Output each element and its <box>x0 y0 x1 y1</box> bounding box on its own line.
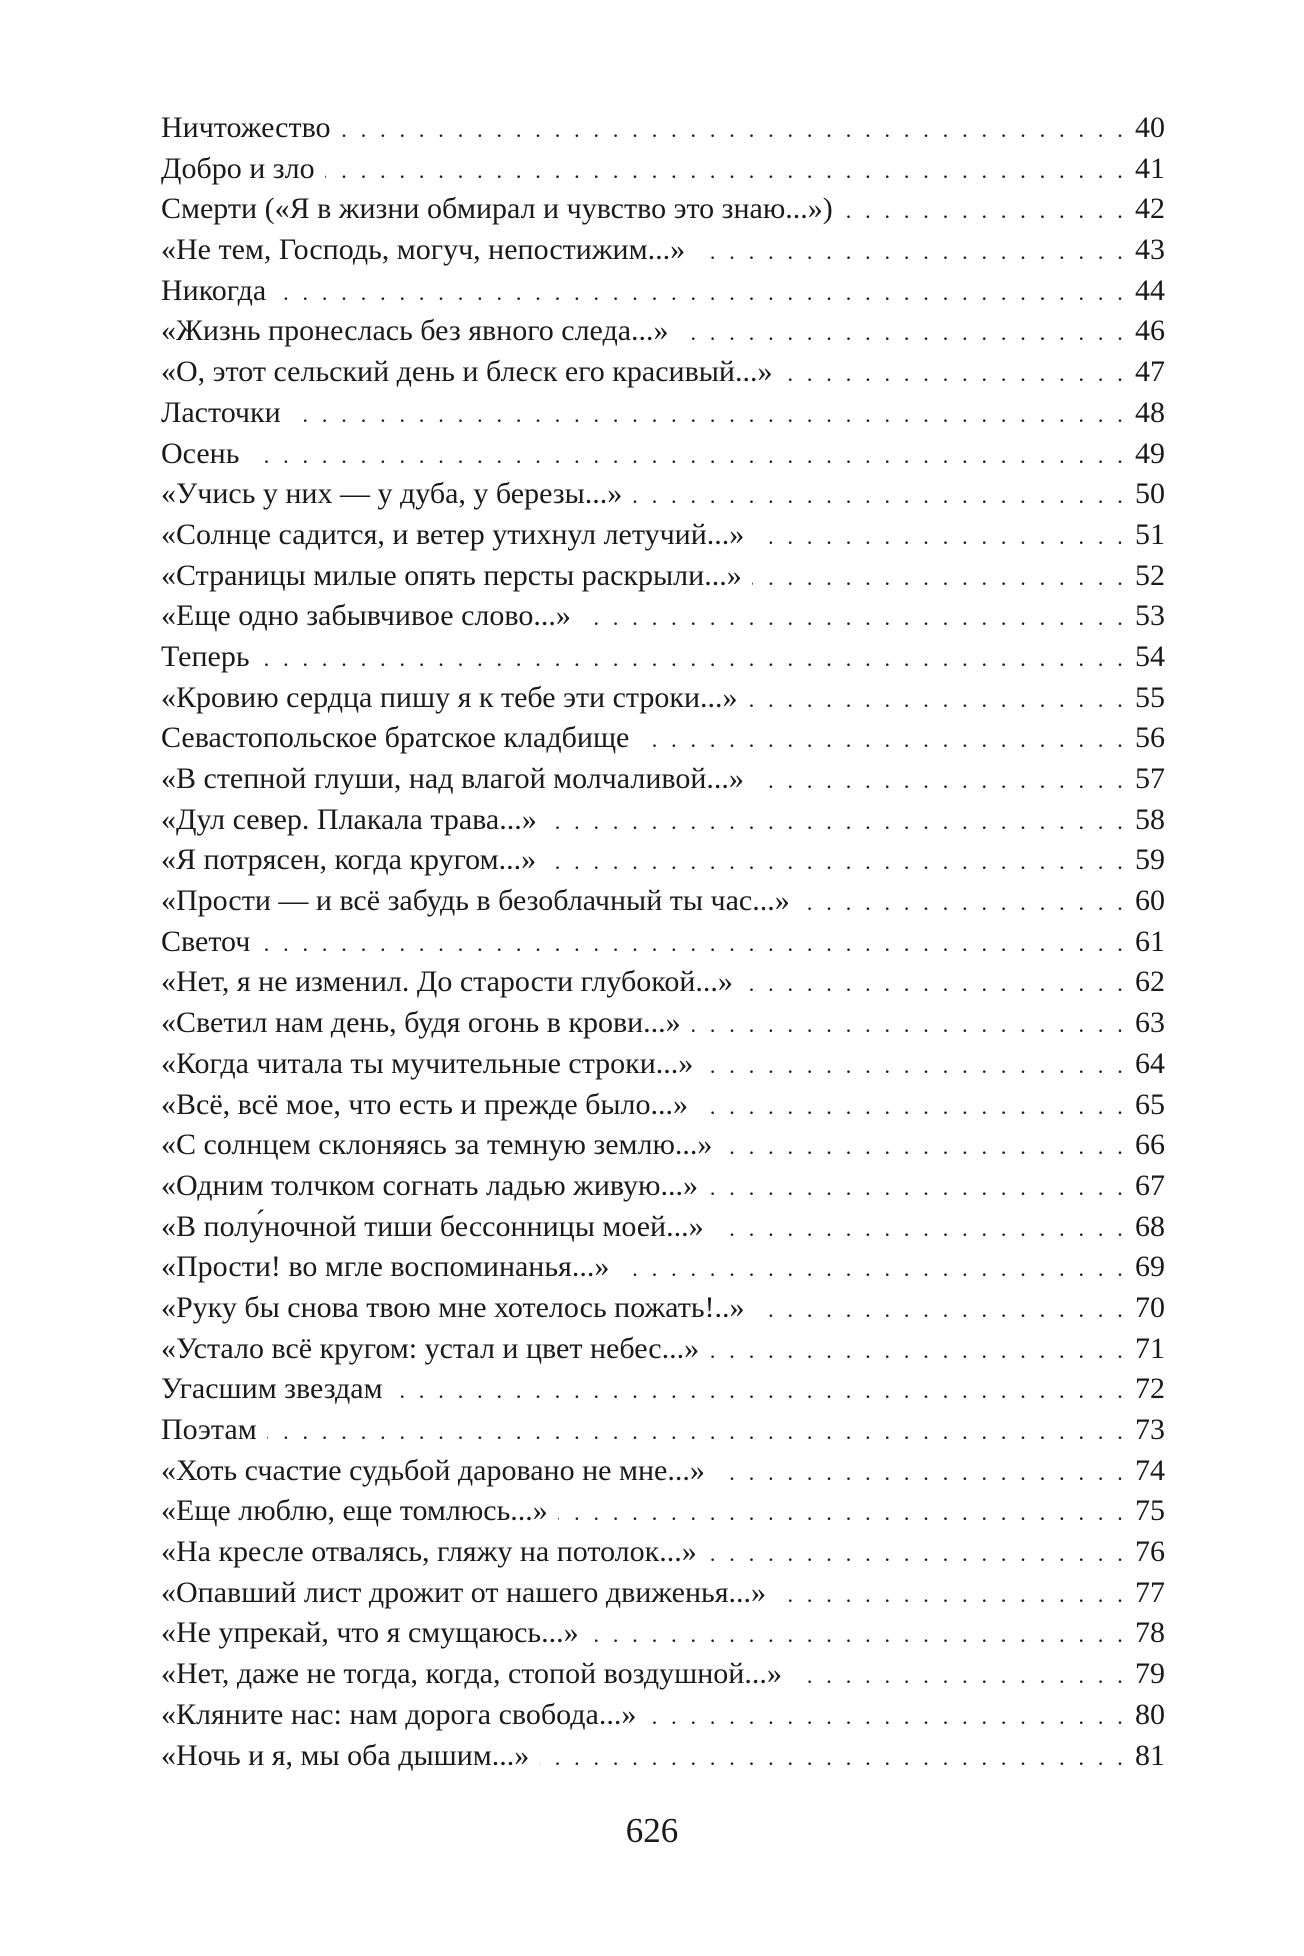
dot-leader <box>792 1656 1127 1697</box>
toc-entry-title: «Хоть счастие судьбой даровано не мне...» <box>161 1453 705 1487</box>
toc-entry-title: «Прости — и всё забудь в безоблачный ты час...» <box>161 884 790 918</box>
dot-leader <box>782 354 1127 395</box>
toc-entry <box>161 1695 1165 1736</box>
toc-entry <box>161 1125 1165 1166</box>
toc-entry-page: 64 <box>1135 1046 1165 1080</box>
toc-entry-page: 56 <box>1135 721 1165 755</box>
dot-leader <box>703 1046 1127 1087</box>
toc-entry-title: Смерти («Я в жизни обмирал и чувство это знаю...») <box>161 192 833 226</box>
dot-leader <box>267 1412 1127 1453</box>
toc-entry-title: «Устало всё кругом: устал и цвет небес...» <box>161 1331 700 1365</box>
toc-entry-title: Угасшим звездам <box>161 1372 383 1406</box>
toc-entry <box>161 1166 1165 1207</box>
dot-leader <box>260 639 1127 680</box>
toc-entry-title: Севастопольское братское кладбище <box>161 721 630 755</box>
toc-entry <box>161 1613 1165 1654</box>
toc-entry-title: «Дул север. Плакала трава...» <box>161 802 537 836</box>
toc-entry-title: «Нет, я не изменил. До старости глубокой...» <box>161 965 733 999</box>
dot-leader <box>714 1209 1127 1250</box>
toc-entry-page: 81 <box>1135 1738 1165 1772</box>
toc-entry <box>161 230 1165 271</box>
toc-entry-page: 54 <box>1135 639 1165 673</box>
dot-leader <box>260 924 1127 965</box>
table-of-contents <box>161 108 1165 1776</box>
toc-entry-title: «Всё, всё мое, что есть и прежде было...» <box>161 1087 689 1121</box>
toc-entry-title: Поэтам <box>161 1413 257 1446</box>
toc-entry-page: 79 <box>1135 1657 1165 1691</box>
toc-entry-page: 69 <box>1135 1250 1165 1284</box>
toc-entry-page: 49 <box>1135 436 1165 470</box>
toc-entry-title: «Еще люблю, еще томлюсь...» <box>161 1494 548 1528</box>
dot-leader <box>748 680 1127 721</box>
dot-leader <box>755 1290 1127 1331</box>
dot-leader <box>695 232 1127 273</box>
toc-entry-page: 52 <box>1135 558 1165 592</box>
toc-entry-title: «В полу́ночной тиши бессонницы моей...» <box>161 1209 704 1243</box>
toc-entry <box>161 352 1165 393</box>
toc-entry <box>161 1288 1165 1329</box>
dot-leader <box>632 476 1127 517</box>
dot-leader <box>776 1575 1127 1616</box>
toc-entry <box>161 1491 1165 1532</box>
toc-entry-page: 74 <box>1135 1453 1165 1487</box>
dot-leader <box>754 761 1127 802</box>
toc-entry-page: 67 <box>1135 1168 1165 1202</box>
dot-leader <box>341 110 1127 151</box>
toc-entry-page: 47 <box>1135 355 1165 389</box>
toc-entry <box>161 1573 1165 1614</box>
toc-entry-title: «Не тем, Господь, могуч, непостижим...» <box>161 233 686 267</box>
dot-leader <box>843 191 1127 232</box>
toc-entry-title: «Страницы милые опять персты раскрыли...» <box>161 558 742 592</box>
toc-entry-page: 43 <box>1135 233 1165 267</box>
toc-entry <box>161 840 1165 881</box>
dot-leader <box>743 964 1127 1005</box>
toc-entry-title: Ласточки <box>161 395 281 429</box>
toc-entry-title: «Прости! во мгле воспоминанья...» <box>161 1250 610 1284</box>
toc-entry <box>161 1329 1165 1370</box>
dot-leader <box>249 436 1127 477</box>
toc-entry-page: 53 <box>1135 599 1165 633</box>
toc-entry-page: 48 <box>1135 395 1165 429</box>
dot-leader <box>639 720 1127 761</box>
toc-entry <box>161 596 1165 637</box>
toc-entry-title: «Нет, даже не тогда, когда, стопой воздушной...» <box>161 1657 782 1691</box>
dot-leader <box>546 842 1127 883</box>
toc-entry-title: «Когда читала ты мучительные строки...» <box>161 1046 694 1080</box>
toc-entry <box>161 393 1165 434</box>
toc-entry <box>161 637 1165 678</box>
toc-entry-page: 55 <box>1135 680 1165 714</box>
toc-entry <box>161 718 1165 759</box>
toc-entry <box>161 678 1165 719</box>
toc-entry <box>161 962 1165 1003</box>
toc-entry <box>161 1736 1165 1777</box>
dot-leader <box>393 1371 1127 1412</box>
toc-entry-title: «На кресле отвалясь, гляжу на потолок...» <box>161 1535 697 1569</box>
toc-entry-title: «Кляните нас: нам дорога свобода...» <box>161 1697 637 1731</box>
toc-entry-title: «Жизнь пронеслась без явного следа...» <box>161 314 669 348</box>
toc-entry <box>161 759 1165 800</box>
toc-entry-title: «Руку бы снова твою мне хотелось пожать!..» <box>161 1290 745 1324</box>
toc-entry <box>161 1247 1165 1288</box>
toc-entry-page: 62 <box>1135 965 1165 999</box>
toc-entry-page: 59 <box>1135 843 1165 877</box>
dot-leader <box>698 1087 1127 1128</box>
toc-entry-title: Добро и зло <box>161 151 315 185</box>
dot-leader <box>558 1493 1127 1534</box>
toc-entry-page: 60 <box>1135 884 1165 918</box>
toc-entry-title: «Опавший лист дрожит от нашего движенья...» <box>161 1575 766 1609</box>
toc-entry-page: 51 <box>1135 517 1165 551</box>
toc-entry <box>161 556 1165 597</box>
toc-entry <box>161 271 1165 312</box>
toc-entry-title: «Я потрясен, когда кругом...» <box>161 843 537 877</box>
toc-entry-page: 65 <box>1135 1087 1165 1121</box>
dot-leader <box>276 273 1127 314</box>
toc-entry-page: 76 <box>1135 1535 1165 1569</box>
dot-leader <box>619 1249 1127 1290</box>
toc-entry-title: Ничтожество <box>161 111 331 144</box>
toc-entry-page: 71 <box>1135 1331 1165 1365</box>
toc-entry-page: 58 <box>1135 802 1165 836</box>
toc-entry-page: 44 <box>1135 273 1165 307</box>
dot-leader <box>325 151 1127 192</box>
toc-entry <box>161 1044 1165 1085</box>
toc-entry <box>161 1410 1165 1451</box>
dot-leader <box>800 883 1127 924</box>
toc-entry-page: 66 <box>1135 1128 1165 1162</box>
toc-entry <box>161 311 1165 352</box>
dot-leader <box>752 558 1127 599</box>
toc-entry <box>161 474 1165 515</box>
toc-entry <box>161 1003 1165 1044</box>
toc-entry-title: «Одним толчком согнать ладью живую...» <box>161 1168 698 1202</box>
toc-entry-page: 40 <box>1135 111 1165 144</box>
dot-leader <box>291 395 1127 436</box>
toc-entry-page: 68 <box>1135 1209 1165 1243</box>
toc-entry-title: «Солнце садится, и ветер утихнул летучий...» <box>161 517 745 551</box>
toc-entry-page: 78 <box>1135 1616 1165 1650</box>
toc-entry-title: «Ночь и я, мы оба дышим...» <box>161 1738 530 1772</box>
toc-entry <box>161 149 1165 190</box>
toc-entry-title: «Не упрекай, что я смущаюсь...» <box>161 1616 579 1650</box>
toc-entry-title: Светоч <box>161 924 251 958</box>
dot-leader <box>589 1615 1127 1656</box>
toc-entry <box>161 515 1165 556</box>
toc-entry-page: 73 <box>1135 1413 1165 1446</box>
toc-entry-title: «Еще одно забывчивое слово...» <box>161 599 571 633</box>
dot-leader <box>691 1005 1127 1046</box>
toc-entry <box>161 189 1165 230</box>
page-number: 626 <box>625 1811 679 1850</box>
dot-leader <box>646 1697 1127 1738</box>
toc-entry-title: Осень <box>161 436 240 470</box>
toc-entry <box>161 1532 1165 1573</box>
toc-entry-page: 61 <box>1135 924 1165 958</box>
dot-leader <box>547 802 1127 843</box>
toc-entry-page: 70 <box>1135 1290 1165 1324</box>
toc-entry-title: «Учись у них — у дуба, у березы...» <box>161 477 623 511</box>
dot-leader <box>708 1168 1127 1209</box>
toc-entry-title: «Светил нам день, будя огонь в крови...» <box>161 1006 681 1040</box>
dot-leader <box>754 517 1127 558</box>
toc-entry-page: 46 <box>1135 314 1165 348</box>
toc-entry <box>161 1451 1165 1492</box>
toc-entry-page: 72 <box>1135 1372 1165 1406</box>
toc-entry-title: «В степной глуши, над влагой молчаливой...» <box>161 762 744 795</box>
toc-entry-page: 77 <box>1135 1575 1165 1609</box>
dot-leader <box>709 1331 1127 1372</box>
toc-entry <box>161 922 1165 963</box>
toc-entry-page: 50 <box>1135 477 1165 511</box>
toc-entry-page: 42 <box>1135 192 1165 226</box>
dot-leader <box>722 1127 1127 1168</box>
toc-entry <box>161 1085 1165 1126</box>
toc-entry-title: Теперь <box>161 639 250 673</box>
toc-entry-title: «С солнцем склоняясь за темную землю...» <box>161 1128 713 1162</box>
toc-entry-page: 75 <box>1135 1494 1165 1528</box>
toc-entry-page: 63 <box>1135 1006 1165 1040</box>
toc-entry-title: Никогда <box>161 273 267 307</box>
dot-leader <box>539 1738 1127 1779</box>
dot-leader <box>715 1453 1127 1494</box>
toc-entry-page: 57 <box>1135 762 1165 795</box>
toc-entry-page: 41 <box>1135 151 1165 185</box>
toc-entry <box>161 1654 1165 1695</box>
toc-entry <box>161 800 1165 841</box>
dot-leader <box>707 1534 1127 1575</box>
toc-entry <box>161 108 1165 149</box>
toc-entry <box>161 1207 1165 1248</box>
toc-entry <box>161 881 1165 922</box>
toc-entry-title: «О, этот сельский день и блеск его красивый...» <box>161 355 773 389</box>
toc-entry <box>161 1369 1165 1410</box>
dot-leader <box>581 598 1127 639</box>
toc-entry <box>161 434 1165 475</box>
toc-entry-title: «Кровию сердца пишу я к тебе эти строки...» <box>161 680 738 714</box>
dot-leader <box>679 313 1127 354</box>
toc-entry-page: 80 <box>1135 1697 1165 1731</box>
